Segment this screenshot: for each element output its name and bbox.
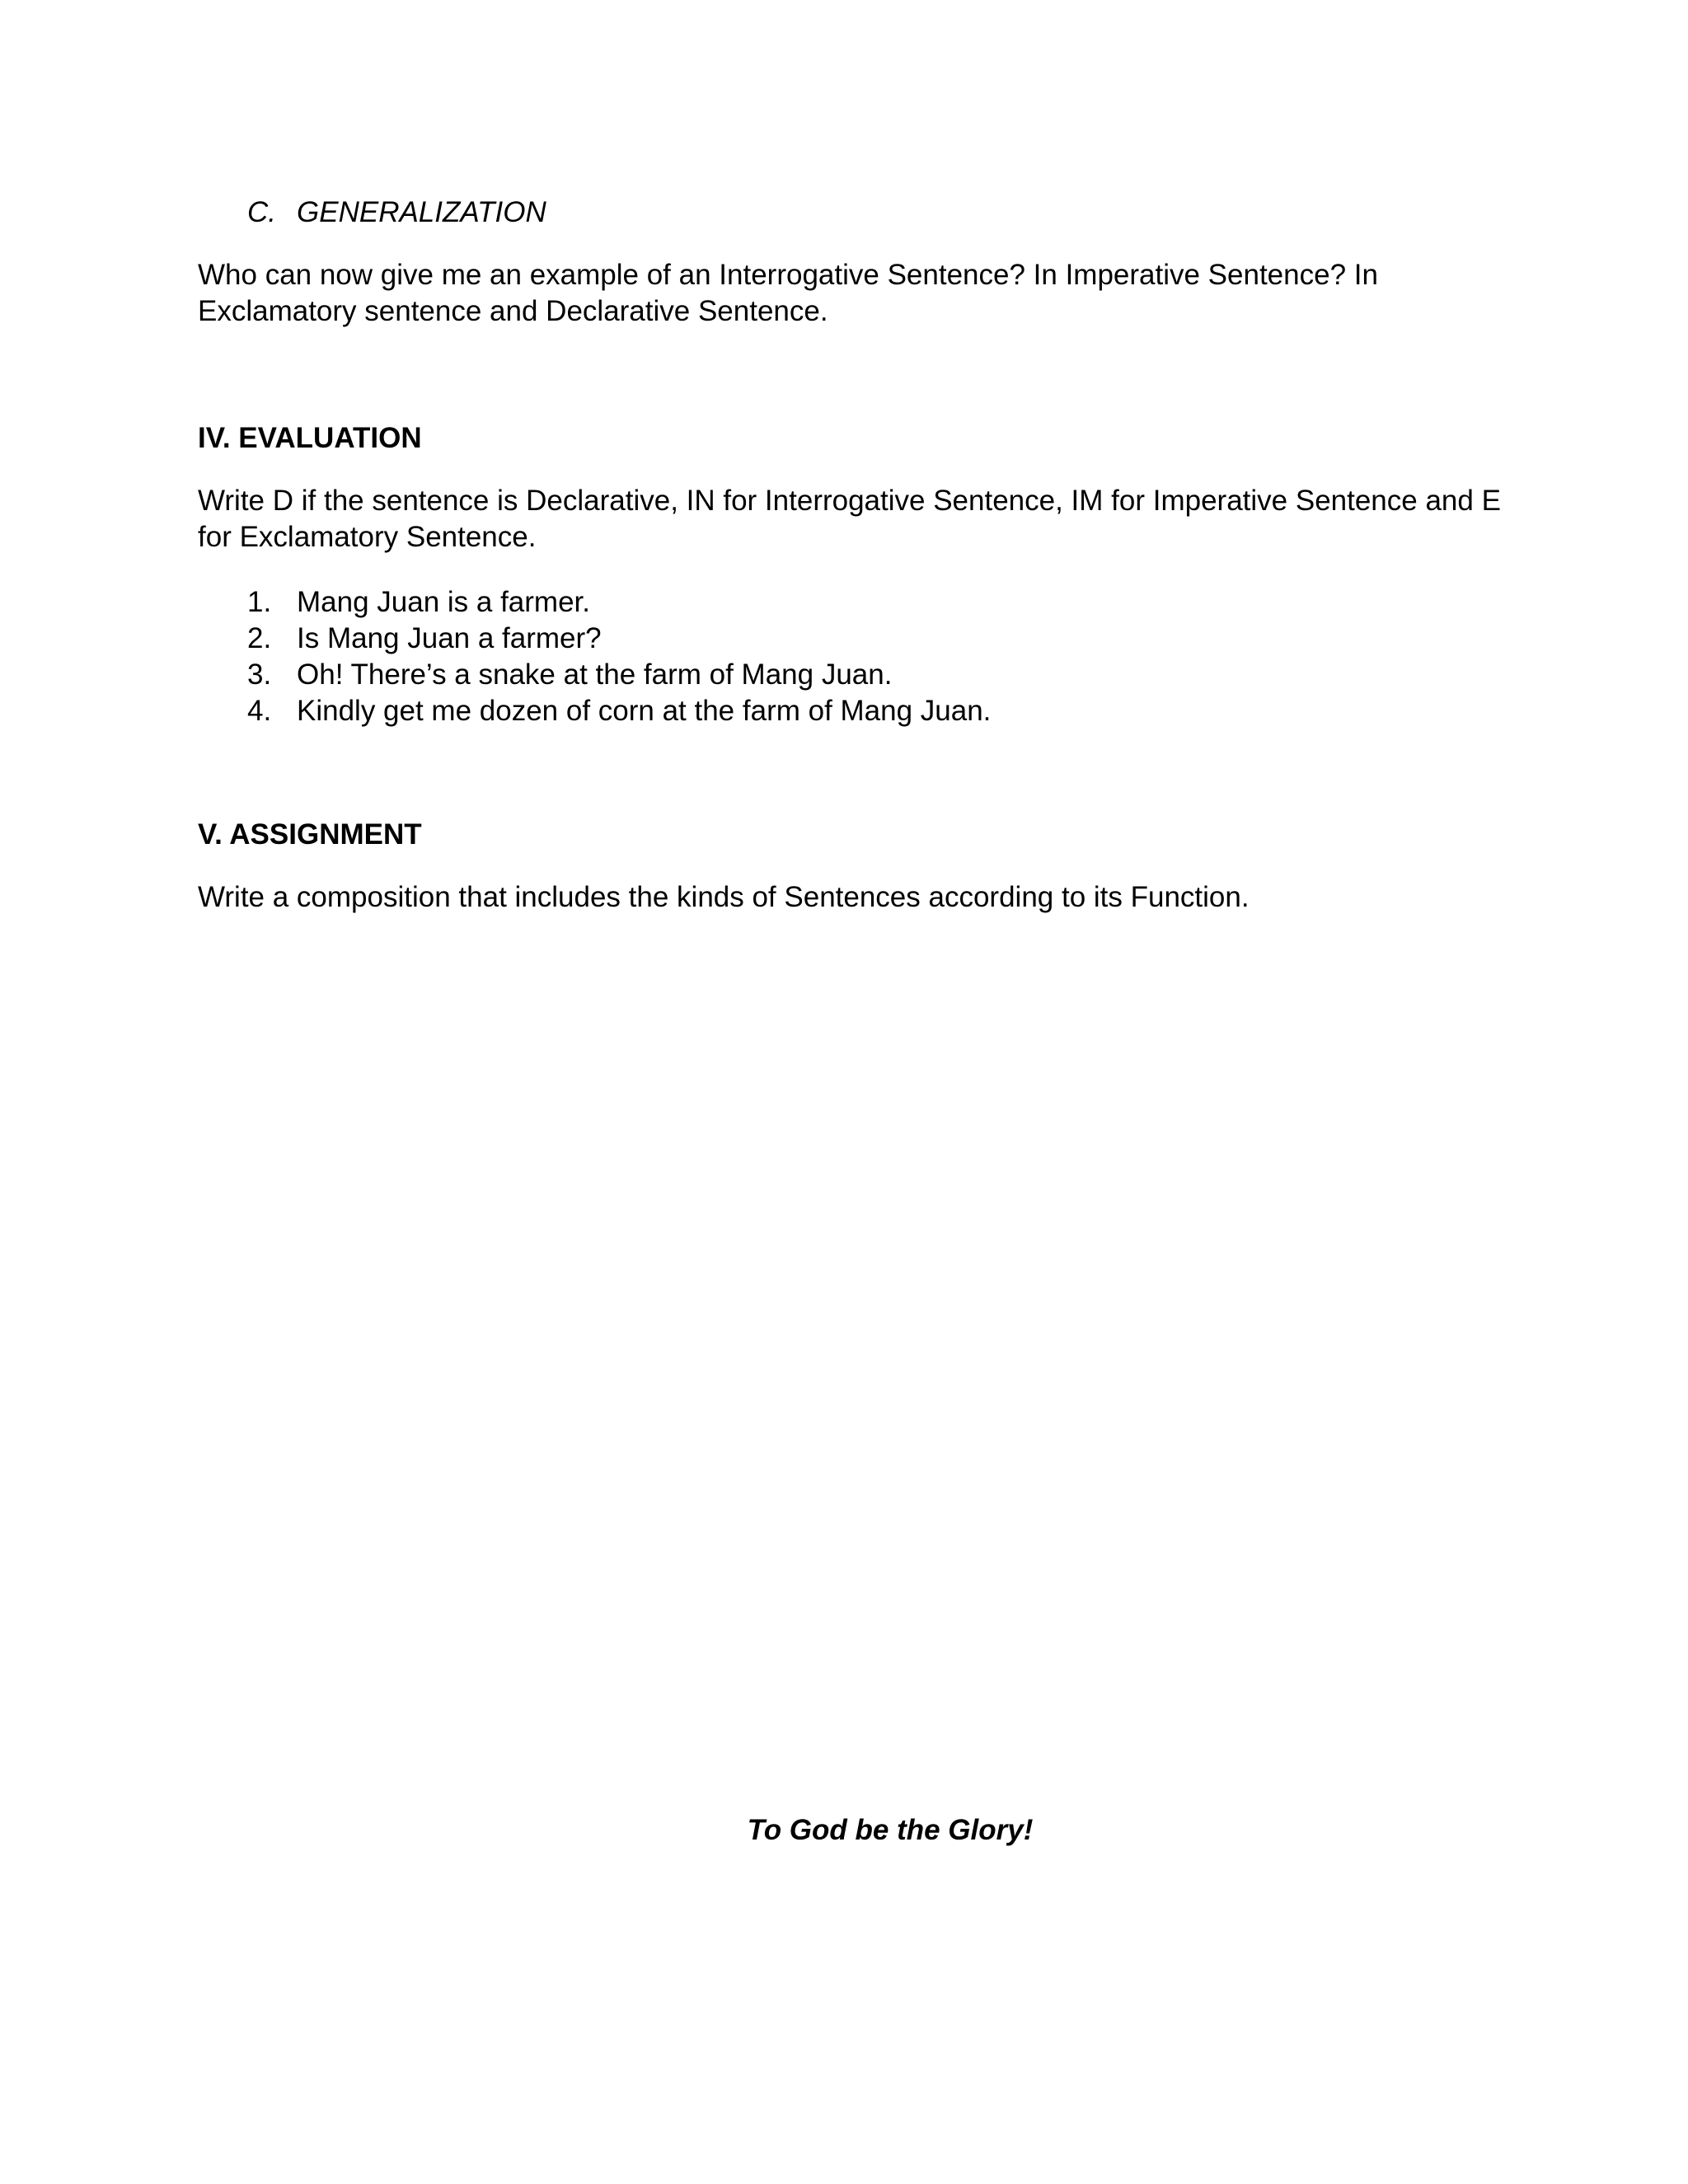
list-item-text: Oh! There’s a snake at the farm of Mang Juan.: [297, 658, 893, 691]
list-item-number: 2.: [247, 622, 272, 654]
closing-line: To God be the Glory!: [747, 1814, 1034, 1846]
generalization-heading: [247, 194, 546, 231]
list-item-number: 4.: [247, 695, 272, 727]
generalization-title: GENERALIZATION: [297, 196, 546, 228]
list-item: [247, 657, 991, 693]
list-item-text: Mang Juan is a farmer.: [297, 586, 590, 618]
list-item-text: Is Mang Juan a farmer?: [297, 622, 602, 654]
list-item-number: 1.: [247, 586, 272, 618]
assignment-heading: V. ASSIGNMENT: [198, 818, 422, 851]
list-item-text: Kindly get me dozen of corn at the farm of Mang Juan.: [297, 695, 992, 727]
generalization-marker: C.: [247, 196, 276, 228]
list-item: [247, 693, 991, 729]
assignment-text: Write a composition that includes the kinds of Sentences according to its Function.: [198, 881, 1250, 913]
generalization-text: Who can now give me an example of an Interrogative Sentence? In Imperative Sentence? In Exclamatory sentence and Declarative Sentence.: [198, 259, 1378, 327]
evaluation-instructions: Write D if the sentence is Declarative, IN for Interrogative Sentence, IM for Imperative Sentence and E for Exclamatory Sentence.: [198, 485, 1501, 553]
evaluation-heading: IV. EVALUATION: [198, 422, 422, 454]
list-item-number: 3.: [247, 658, 272, 691]
list-item: [247, 621, 991, 657]
evaluation-list: [247, 584, 991, 729]
list-item: [247, 584, 991, 621]
